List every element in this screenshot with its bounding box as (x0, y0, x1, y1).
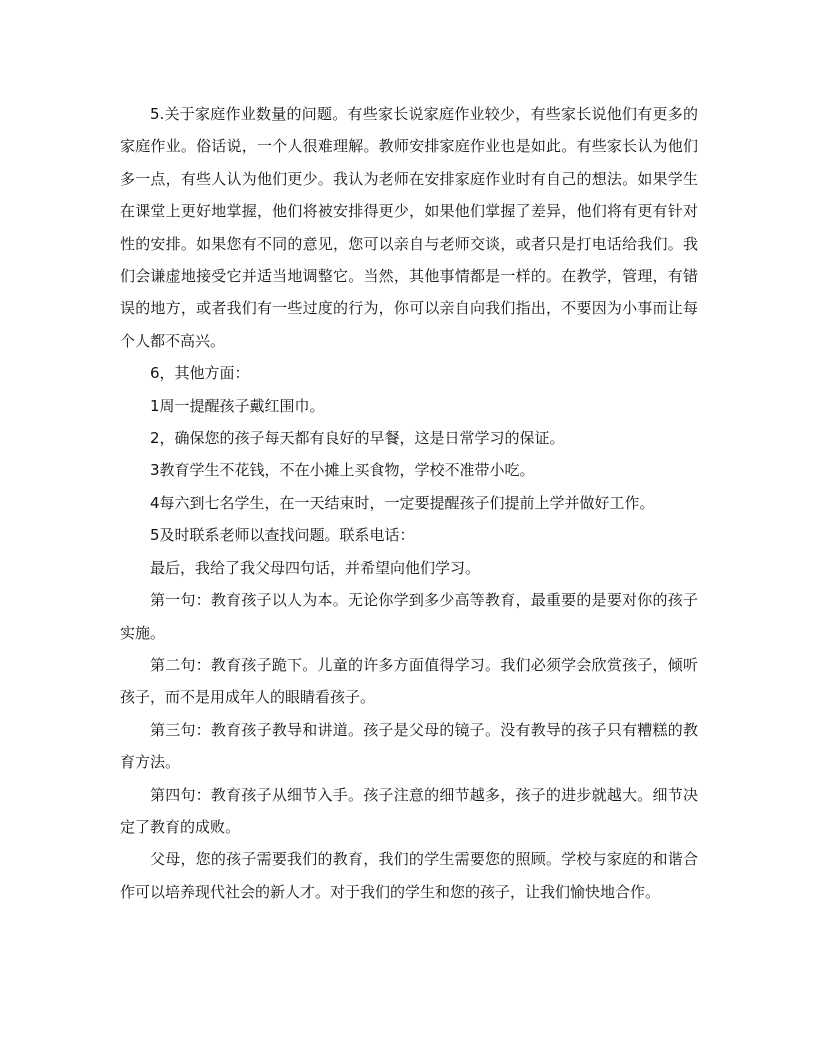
paragraph-sentence-four: 第四句：教育孩子从细节入手。孩子注意的细节越多，孩子的进步就越大。细节决定了教育的成败。 (120, 785, 698, 836)
list-item-breakfast: 2，确保您的孩子每天都有良好的早餐，这是日常学习的保证。 (150, 429, 565, 448)
paragraph-closing: 父母，您的孩子需要我们的教育，我们的学生需要您的照顾。学校与家庭的和谐合作可以培养现代社会的新人才。对于我们的学生和您的孩子，让我们愉快地合作。 (120, 850, 698, 901)
list-item-red-scarf: 1周一提醒孩子戴红围巾。 (150, 396, 325, 415)
paragraph-homework: 5.关于家庭作业数量的问题。有些家长说家庭作业较少，有些家长说他们有更多的家庭作业。俗话说，一个人很难理解。教师安排家庭作业也是如此。有些家长认为他们多一点，有些人认为他们更少。我认为老师在安排家庭作业时有自己的想法。如果学生在课堂上更好地掌握，他们将被安排得更少，如果他们掌握了差异，他们将有更有针对性的安排。如果您有不同的意见，您可以亲自与老师交谈，或者只是打电话给我们。我们会谦虚地接受它并适当地调整它。当然，其他事情都是一样的。在教学，管理，有错误的地方，或者我们有一些过度的行为，你可以亲自向我们指出，不要因为小事而让每个人都不高兴。 (120, 105, 698, 350)
list-item-contact-teacher: 5及时联系老师以查找问题。联系电话： (150, 526, 415, 545)
list-item-no-snacks: 3教育学生不花钱，不在小摊上买食物，学校不准带小吃。 (150, 461, 535, 480)
paragraph-other-heading: 6，其他方面： (150, 364, 250, 383)
paragraph-sentence-three: 第三句：教育孩子教导和讲道。孩子是父母的镜子。没有教导的孩子只有糟糕的教育方法。 (120, 720, 698, 772)
list-item-duty-students: 4每六到七名学生，在一天结束时，一定要提醒孩子们提前上学并做好工作。 (150, 493, 655, 512)
document-body (120, 98, 698, 908)
paragraph-sentence-two: 第二句：教育孩子跪下。儿童的许多方面值得学习。我们必须学会欣赏孩子，倾听孩子，而不是用成年人的眼睛看孩子。 (120, 655, 698, 707)
paragraph-four-sentences-intro: 最后，我给了我父母四句话，并希望向他们学习。 (150, 558, 481, 577)
paragraph-sentence-one: 第一句：教育孩子以人为本。无论你学到多少高等教育，最重要的是要对你的孩子实施。 (120, 591, 698, 642)
